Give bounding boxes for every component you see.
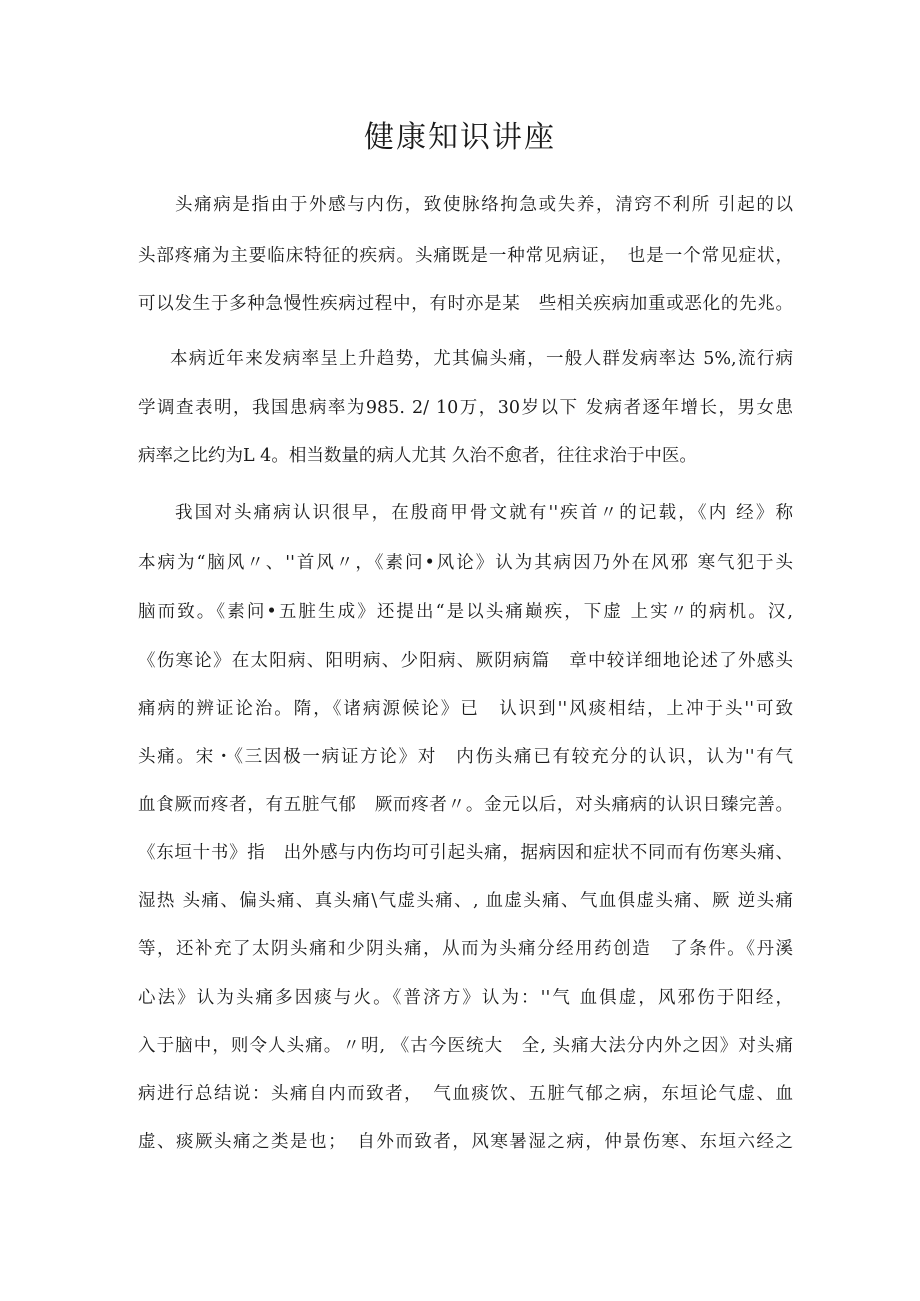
paragraph-1-line-1: 头痛病是指由于外感与内伤，致使脉络拘急或失养，清窍不利所 引起的以 xyxy=(175,195,793,215)
paragraph-3-line-4: 《伤寒论》在太阳病、阳明病、少阳病、厥阴病篇 章中较详细地论述了外感头 xyxy=(138,651,793,671)
paragraph-3-line-3: 脑而致。《素问•五脏生成》还提出“是以头痛巅疾，下虚 上实〃的病机。汉, xyxy=(138,602,793,622)
paragraph-2-line-2: 学调查表明，我国患病率为985. 2/ 10万，30岁以下 发病者逐年增长，男女患 xyxy=(138,398,793,418)
paragraph-3-line-6: 头痛。宋・《三因极一病证方论》对 内伤头痛已有较充分的认识，认为''有气 xyxy=(138,747,793,767)
paragraph-3-line-7: 血食厥而疼者，有五脏气郁 厥而疼者〃。金元以后，对头痛病的认识日臻完善。 xyxy=(138,795,793,815)
paragraph-3-line-5: 痛病的辨证论治。隋，《诸病源候论》已 认识到''风痰相结，上冲于头''可致 xyxy=(138,699,793,719)
paragraph-3-line-12: 入于脑中，则令人头痛。〃明, 《古今医统大 全, 头痛大法分内外之因》对头痛 xyxy=(138,1036,793,1056)
paragraph-3-line-9: 湿热 头痛、偏头痛、真头痛\气虚头痛、, 血虚头痛、气血俱虚头痛、厥 逆头痛 xyxy=(138,891,793,911)
paragraph-3-line-1: 我国对头痛病认识很早，在殷商甲骨文就有''疾首〃的记载，《内 经》称 xyxy=(175,503,793,523)
paragraph-1-line-2: 头部疼痛为主要临床特征的疾病。头痛既是一种常见病证， 也是一个常见症状， xyxy=(138,246,793,266)
page-title: 健康知识讲座 xyxy=(364,120,556,155)
paragraph-1-line-3: 可以发生于多种急慢性疾病过程中，有时亦是某 些相关疾病加重或恶化的先兆。 xyxy=(138,294,793,314)
paragraph-3-line-13: 病进行总结说：头痛自内而致者， 气血痰饮、五脏气郁之病，东垣论气虚、血 xyxy=(138,1084,793,1104)
paragraph-2-line-1: 本病近年来发病率呈上升趋势，尤其偏头痛，一般人群发病率达 5%,流行病 xyxy=(170,349,793,369)
paragraph-3-line-8: 《东垣十书》指 出外感与内伤均可引起头痛，据病因和症状不同而有伤寒头痛、 xyxy=(138,843,793,863)
paragraph-3-line-10: 等，还补充了太阴头痛和少阴头痛，从而为头痛分经用药创造 了条件。《丹溪 xyxy=(138,939,793,959)
paragraph-3-line-2: 本病为“脑风〃、''首风〃，《素问•风论》认为其病因乃外在风邪 寒气犯于头 xyxy=(138,553,793,573)
paragraph-3-line-14: 虚、痰厥头痛之类是也； 自外而致者，风寒暑湿之病，仲景伤寒、东垣六经之 xyxy=(138,1132,793,1152)
paragraph-3-line-11: 心法》认为头痛多因痰与火。《普济方》认为：''气 血俱虚，风邪伤于阳经， xyxy=(138,988,793,1008)
paragraph-2-line-3: 病率之比约为L 4。相当数量的病人尤其 久治不愈者，往往求治于中医。 xyxy=(138,446,697,466)
